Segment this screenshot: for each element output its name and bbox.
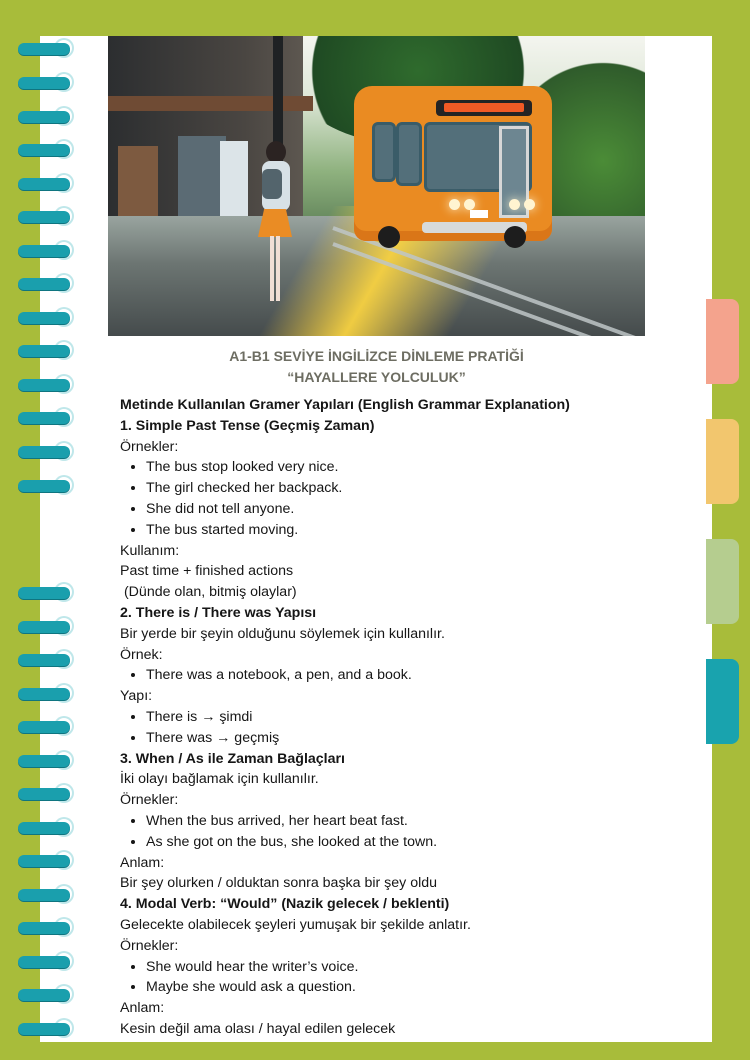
section-2-title: 2. There is / There was Yapısı [120,604,317,621]
section-1-usage-2: (Dünde olan, bitmiş olaylar) [120,584,297,601]
page-title [108,346,645,388]
bus [354,86,552,241]
spiral-ring [16,208,74,226]
title-line-2: “HAYALLERE YOLCULUK” [287,369,466,385]
spiral-ring [16,275,74,293]
section-1-title: 1. Simple Past Tense (Geçmiş Zaman) [120,417,375,434]
vending-machine [220,141,248,223]
grammar-content [120,395,680,1040]
spiral-ring [16,141,74,159]
section-2-structure-label: Yapı: [120,688,153,705]
section-4-meaning-label: Anlam: [120,1000,165,1017]
section-2-example: • There was a notebook, a pen, and a book. [146,665,680,686]
section-3-description: İki olayı bağlamak için kullanılır. [120,771,319,788]
spiral-ring [16,443,74,461]
tab-divider-3 [706,539,739,624]
section-3-meaning: Bir şey olurken / olduktan sonra başka bir şey oldu [120,875,438,892]
spiral-ring [16,919,74,937]
section-3-example: • As she got on the bus, she looked at the town. [146,832,680,853]
section-2-example-label: Örnek: [120,646,163,663]
section-4-description: Gelecekte olabilecek şeyleri yumuşak bir şekilde anlatır. [120,916,471,933]
section-4-examples-label: Örnekler: [120,937,179,954]
section-3-meaning-label: Anlam: [120,854,165,871]
spiral-ring [16,618,74,636]
content-heading: Metinde Kullanılan Gramer Yapıları (English Grammar Explanation) [120,397,570,413]
spiral-ring [16,409,74,427]
section-4-meaning: Kesin değil ama olası / hayal edilen gelecek [120,1020,396,1037]
spiral-ring [16,986,74,1004]
spiral-ring [16,309,74,327]
spiral-ring [16,242,74,260]
section-2-example-list [120,665,680,686]
section-1-example-list [120,457,680,540]
spiral-ring [16,108,74,126]
girl-figure [258,141,294,311]
section-2-description: Bir yerde bir şeyin olduğunu söylemek için kullanılır. [120,625,445,642]
spiral-ring [16,175,74,193]
spiral-ring [16,752,74,770]
spiral-ring [16,718,74,736]
section-3-example: • When the bus arrived, her heart beat fast. [146,811,680,832]
section-3-title: 3. When / As ile Zaman Bağlaçları [120,750,345,767]
section-1-usage-1: Past time + finished actions [120,563,294,580]
spiral-ring [16,819,74,837]
section-3-example-list [120,811,680,853]
section-4-title: 4. Modal Verb: “Would” (Nazik gelecek / beklenti) [120,896,450,913]
section-4-example: • She would hear the writer’s voice. [146,957,680,978]
spiral-ring [16,685,74,703]
spiral-ring [16,584,74,602]
section-1-examples-label: Örnekler: [120,438,179,455]
section-2-structure-list [120,707,680,749]
tab-divider-1 [706,299,739,384]
spiral-ring [16,886,74,904]
tab-divider-2 [706,419,739,504]
tab-divider-4 [706,659,739,744]
title-line-1: A1-B1 SEVİYE İNGİLİZCE DİNLEME PRATİĞİ [229,348,524,364]
spiral-ring [16,477,74,495]
section-1-example: • The bus stop looked very nice. [146,457,680,478]
spiral-ring [16,376,74,394]
section-1-example: • She did not tell anyone. [146,499,680,520]
section-4-example-list [120,957,680,999]
spiral-ring [16,1020,74,1038]
section-2-structure-item: • There is → şimdi [146,707,680,728]
section-1-usage-label: Kullanım: [120,542,180,559]
section-2-structure-item: • There was → geçmiş [146,728,680,749]
section-4-example: • Maybe she would ask a question. [146,977,680,998]
spiral-ring [16,852,74,870]
hero-illustration [108,36,645,336]
spiral-ring [16,651,74,669]
spiral-ring [16,785,74,803]
spiral-ring [16,342,74,360]
section-3-examples-label: Örnekler: [120,792,179,809]
spiral-ring [16,953,74,971]
section-1-example: • The bus started moving. [146,520,680,541]
spiral-ring [16,74,74,92]
spiral-ring [16,40,74,58]
section-1-example: • The girl checked her backpack. [146,478,680,499]
